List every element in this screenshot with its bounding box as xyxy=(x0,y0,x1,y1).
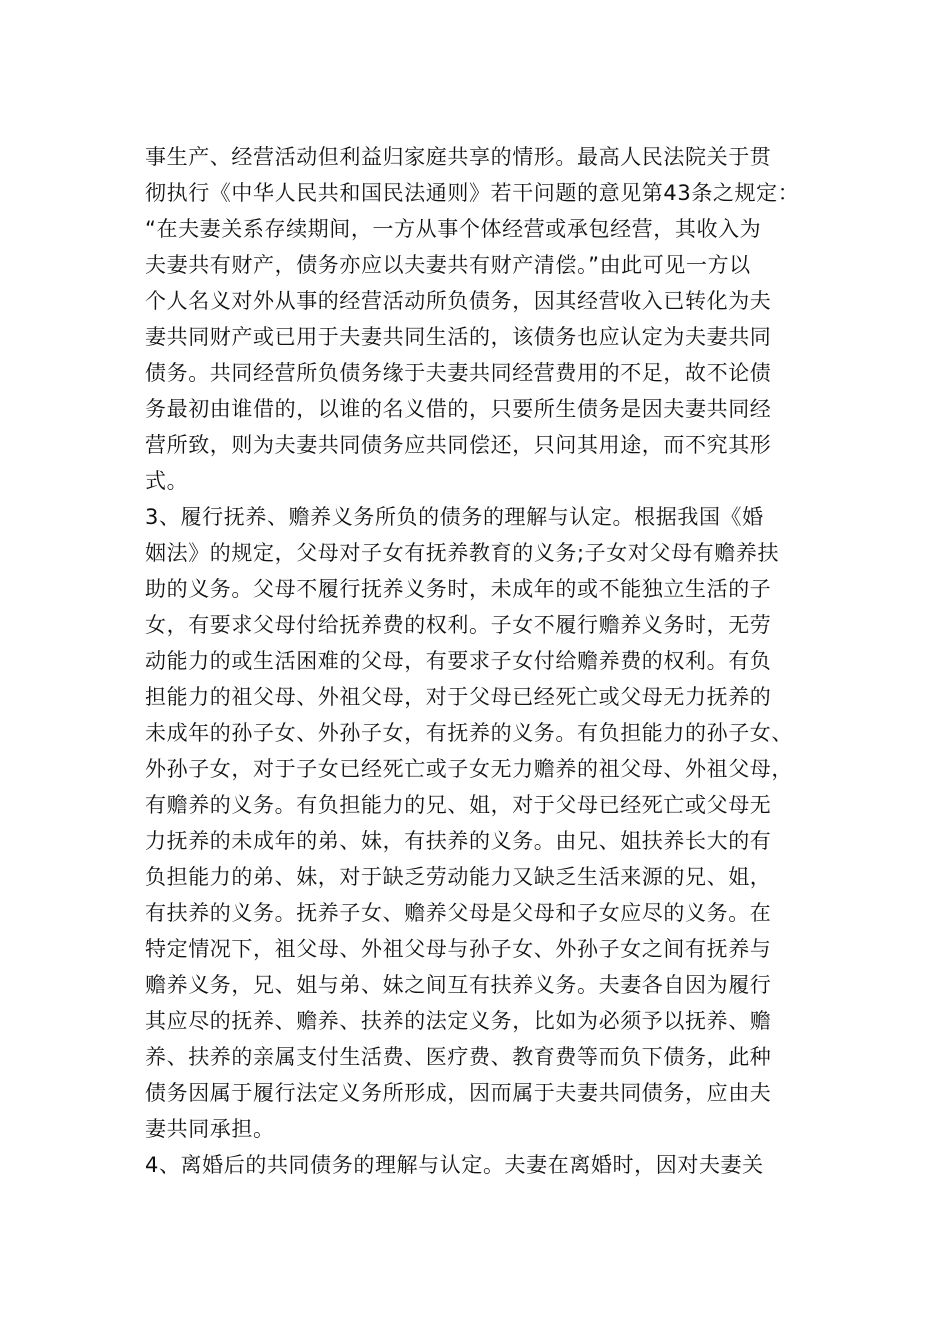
text-line: 养、扶养的亲属支付生活费、医疗费、教育费等而负下债务，此种 xyxy=(145,1045,772,1069)
text-line: 负担能力的弟、妹，对于缺乏劳动能力又缺乏生活来源的兄、姐， xyxy=(145,865,772,889)
text-line: 力抚养的未成年的弟、妹，有扶养的义务。由兄、姐扶养长大的有 xyxy=(145,829,772,853)
text-line: 妻共同承担。 xyxy=(145,1117,275,1141)
text-line: 特定情况下，祖父母、外祖父母与孙子女、外孙子女之间有抚养与 xyxy=(145,937,772,961)
text-line: 动能力的或生活困难的父母，有要求子女付给赡养费的权利。有负 xyxy=(145,649,772,673)
text-line: 有扶养的义务。抚养子女、赡养父母是父母和子女应尽的义务。在 xyxy=(145,901,772,925)
text-line: 式。 xyxy=(145,469,189,493)
text-line: 有赡养的义务。有负担能力的兄、姐，对于父母已经死亡或父母无 xyxy=(145,793,772,817)
text-line: 营所致，则为夫妻共同债务应共同偿还，只问其用途，而不究其形 xyxy=(145,433,772,457)
text-line: 夫妻共有财产，债务亦应以夫妻共有财产清偿。”由此可见一方以 xyxy=(145,253,751,277)
text-line: 助的义务。父母不履行抚养义务时，未成年的或不能独立生活的子 xyxy=(145,577,772,601)
text-line: 外孙子女，对于子女已经死亡或子女无力赡养的祖父母、外祖父母， xyxy=(145,757,793,781)
text-line: 赡养义务，兄、姐与弟、妹之间互有扶养义务。夫妻各自因为履行 xyxy=(145,973,772,997)
paragraph-start: 4、离婚后的共同债务的理解与认定。夫妻在离婚时，因对夫妻关 xyxy=(145,1153,764,1177)
text-line: 个人名义对外从事的经营活动所负债务，因其经营收入已转化为夫 xyxy=(145,289,772,313)
text-line: 债务因属于履行法定义务所形成，因而属于夫妻共同债务，应由夫 xyxy=(145,1081,772,1105)
text-line: 事生产、经营活动但利益归家庭共享的情形。最高人民法院关于贯 xyxy=(145,145,772,169)
text-line: 妻共同财产或已用于夫妻共同生活的，该债务也应认定为夫妻共同 xyxy=(145,325,772,349)
text-line: 未成年的孙子女、外孙子女，有抚养的义务。有负担能力的孙子女、 xyxy=(145,721,793,745)
paragraph-start: 3、履行抚养、赡养义务所负的债务的理解与认定。根据我国《婚 xyxy=(145,505,764,529)
text-line: 女，有要求父母付给抚养费的权利。子女不履行赡养义务时，无劳 xyxy=(145,613,772,637)
text-line: 姻法》的规定，父母对子女有抚养教育的义务;子女对父母有赡养扶 xyxy=(145,541,780,565)
text-line: 其应尽的抚养、赡养、扶养的法定义务，比如为必须予以抚养、赡 xyxy=(145,1009,772,1033)
text-line: 务最初由谁借的，以谁的名义借的，只要所生债务是因夫妻共同经 xyxy=(145,397,772,421)
text-line: “在夫妻关系存续期间，一方从事个体经营或承包经营，其收入为 xyxy=(145,217,762,241)
text-line: 担能力的祖父母、外祖父母，对于父母已经死亡或父母无力抚养的 xyxy=(145,685,772,709)
text-line: 债务。共同经营所负债务缘于夫妻共同经营费用的不足，故不论债 xyxy=(145,361,772,385)
text-line: 彻执行《中华人民共和国民法通则》若干问题的意见第43条之规定： xyxy=(145,181,800,205)
